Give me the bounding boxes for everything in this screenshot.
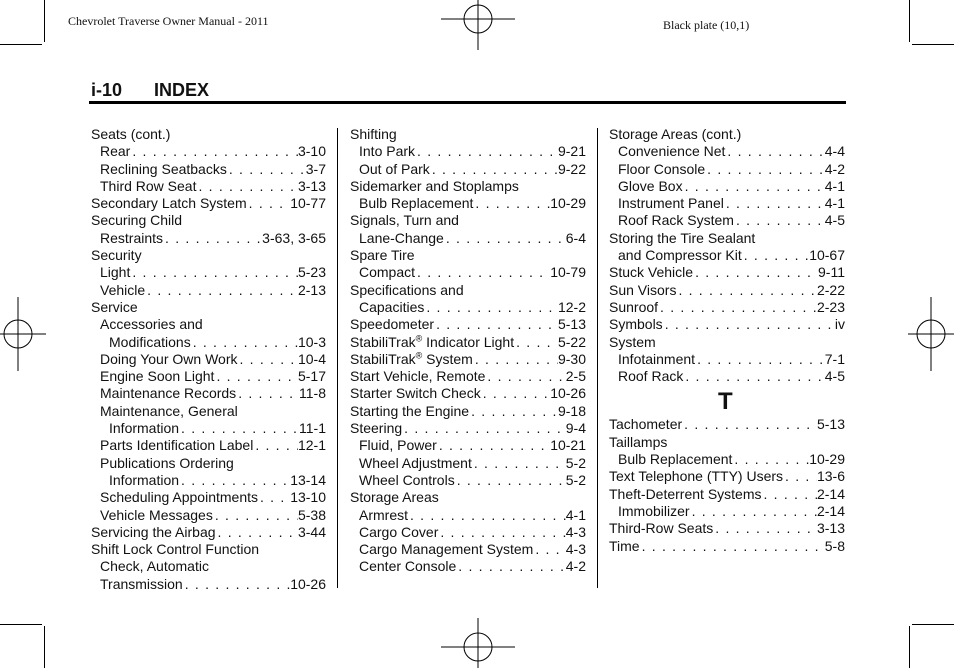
index-column-2 [350,126,586,576]
index-entry [609,316,845,333]
index-entry-text: Check, Automatic [100,558,209,575]
page-reference: 11-8 [299,385,326,402]
index-entry-text: Compact [359,264,416,281]
page-reference: 13-6 [816,468,845,485]
index-entry-text: Securing Child [91,212,183,229]
index-entry-text: Modifications [109,333,191,350]
page-reference: 10-79 [550,264,586,281]
dot-leader [130,143,298,160]
dot-leader [444,230,566,247]
dot-leader [472,455,566,472]
index-entry [609,195,845,212]
index-entry-text: Parts Identification Label [100,437,254,454]
page-reference: 10-29 [550,195,586,212]
index-entry-text: Spare Tire [350,247,415,264]
index-entry-text: Storage Areas (cont.) [609,126,742,142]
index-entry [609,503,845,520]
index-entry [91,143,326,160]
index-entry [609,178,845,195]
dot-leader [695,351,825,368]
running-header: Chevrolet Traverse Owner Manual - 2011 [68,14,269,28]
page-reference: 2-13 [297,281,326,298]
dot-leader [455,472,566,489]
index-entry [350,472,586,489]
index-entry [609,264,845,281]
index-entry [91,334,326,351]
dot-leader [724,195,825,212]
page-reference: 2-5 [565,368,586,385]
index-entry [91,576,326,593]
dot-leader [145,282,298,299]
index-entry [91,282,326,299]
page-reference: 9-30 [557,350,586,367]
column-divider [597,128,598,588]
page-reference: 4-5 [824,368,845,385]
crop-mark [909,626,910,668]
page-reference: 10-67 [809,247,845,264]
index-entry-text: Light [100,264,131,281]
dot-leader [214,368,298,385]
index-entry [350,403,586,420]
index-entry-text: Third Row Seat [100,177,197,194]
index-entry [91,524,326,541]
index-entry-text: Specifications and [350,281,464,298]
page-reference: 3-13 [297,177,326,194]
dot-leader [762,486,817,503]
index-entry-text: Shift Lock Control Function [91,541,260,558]
page-reference: 6-4 [565,229,586,246]
page-reference: 4-3 [565,523,586,540]
index-entry [609,520,845,537]
page-reference: 4-3 [565,541,586,558]
index-entry [350,161,586,178]
index-entry [91,299,326,316]
index-entry-text: Out of Park [359,160,430,177]
index-entry [91,403,326,420]
index-entry-text: Starting the Engine [350,402,470,419]
index-entry-text: Sidemarker and Stoplamps [350,177,519,194]
plate-label: Black plate (10,1) [663,18,750,32]
page-reference: iv [834,316,845,333]
index-entry [91,178,326,195]
dot-leader [783,468,817,485]
page-reference: 10-26 [290,575,326,592]
index-entry-text: Maintenance, General [100,402,238,419]
index-entry [609,143,845,160]
index-entry [91,264,326,281]
index-entry [350,351,586,368]
dot-leader [163,230,262,247]
index-entry-text: Start Vehicle, Remote [350,368,486,385]
page-reference: 5-23 [297,264,326,281]
page-reference: 3-7 [305,160,326,177]
index-entry-text: Engine Soon Light [100,368,215,385]
index-entry-text: Vehicle [100,281,146,298]
index-entry [350,541,586,558]
page-reference: 10-29 [809,451,845,468]
index-entry-text: Armrest [359,506,408,523]
index-entry-text: Seats (cont.) [91,126,171,142]
index-column-3 [609,126,845,555]
index-entry-text: Vehicle Messages [100,506,213,523]
index-letter-heading: T [718,388,733,416]
index-entry [91,558,326,575]
dot-leader [658,299,817,316]
index-entry-text: Wheel Adjustment [359,454,472,471]
dot-leader [227,161,306,178]
index-entry [350,143,586,160]
index-entry [609,247,845,264]
dot-leader [253,437,298,454]
index-entry [350,212,586,229]
index-entry-text: Publications Ordering [100,454,234,471]
dot-leader [473,195,550,212]
index-entry [609,368,845,385]
page-reference: 10-26 [550,385,586,402]
index-entry-text: Storage Areas [350,489,439,506]
crop-mark [44,0,45,42]
index-entry-text: Reclining Seatbacks [100,160,227,177]
page-reference: 5-38 [297,506,326,523]
index-entry [350,385,586,402]
dot-leader [640,538,825,555]
index-entry [350,230,586,247]
page-reference: 9-4 [565,420,586,437]
index-entry-text: Glove Box [618,177,683,194]
crop-mark [44,626,45,668]
index-entry-text: Speedometer [350,316,435,333]
page-reference: 9-22 [557,160,586,177]
registration-mark-bottom [441,618,515,668]
index-entry-text: Roof Rack System [618,212,734,229]
dot-leader [725,143,824,160]
index-entry-text: Accessories and [100,316,203,333]
dot-leader [438,524,565,541]
index-entry [91,541,326,558]
index-entry [609,451,845,468]
index-entry [91,385,326,402]
column-divider [337,128,338,588]
dot-leader [683,178,825,195]
index-entry [350,334,586,351]
page-reference: 2-14 [816,485,845,502]
index-entry-text: Bulb Replacement [359,195,474,212]
dot-leader [247,195,291,212]
index-entry-text: Fluid, Power [359,437,437,454]
dot-leader [415,264,550,281]
dot-leader [473,351,558,368]
dot-leader [213,507,298,524]
index-entry [350,282,586,299]
index-entry [91,507,326,524]
index-entry [350,195,586,212]
index-entry-text: Bulb Replacement [618,451,733,468]
index-entry [350,437,586,454]
dot-leader [732,451,809,468]
index-entry [350,316,586,333]
index-entry-text: Capacities [359,298,425,315]
registered-mark: ® [415,350,423,361]
index-entry-text: Signals, Turn and [350,212,459,229]
page-reference: 4-5 [824,212,845,229]
page-reference: 2-14 [816,502,845,519]
index-entry [609,230,845,247]
index-entry [91,455,326,472]
index-entry-text: Third-Row Seats [609,520,714,537]
index-entry [609,299,845,316]
index-entry [609,468,845,485]
dot-leader [683,368,824,385]
page-reference: 3-44 [297,523,326,540]
page-reference: 12-1 [297,437,326,454]
dot-leader [424,299,558,316]
index-entry [609,282,845,299]
registration-mark-right [908,297,954,371]
dot-leader [216,524,298,541]
dot-leader [179,420,299,437]
index-entry [350,558,586,575]
dot-leader [402,420,566,437]
page-reference: 10-4 [297,350,326,367]
dot-leader [734,212,825,229]
page-reference: 9-18 [557,402,586,419]
index-entry-text: StabiliTrak® Indicator Light [350,333,515,350]
index-entry [609,351,845,368]
index-entry [91,247,326,264]
index-entry [91,472,326,489]
dot-leader [183,576,290,593]
index-entry [91,368,326,385]
page-title: INDEX [154,80,210,100]
index-entry [91,489,326,506]
index-entry-text: Security [91,247,142,264]
index-entry-text: Instrument Panel [618,195,724,212]
index-entry [350,489,586,506]
dot-leader [469,403,558,420]
dot-leader [196,178,297,195]
crop-mark [909,0,910,42]
index-entry-text: StabiliTrak® System [350,350,473,367]
index-entry-text: Information [109,471,180,488]
page-reference: 4-4 [824,143,845,160]
dot-leader [693,264,818,281]
dot-leader [663,316,835,333]
index-entry-text: Time [609,537,640,554]
dot-leader [408,507,566,524]
dot-leader [682,416,817,433]
dot-leader [430,161,558,178]
index-entry [609,334,845,351]
page-reference: 7-1 [824,350,845,367]
index-entry-text: Shifting [350,126,397,142]
index-entry-text: Stuck Vehicle [609,264,694,281]
index-entry [91,195,326,212]
page-reference: 11-1 [299,420,326,437]
index-entry [91,351,326,368]
index-entry [350,247,586,264]
dot-leader [456,558,565,575]
index-entry [91,212,326,229]
registration-mark-left [0,297,46,371]
index-entry [609,161,845,178]
index-entry-text: Lane-Change [359,229,444,246]
index-entry [350,507,586,524]
registration-mark-top [441,0,515,50]
page-reference: 13-14 [290,471,326,488]
index-entry-text: Storing the Tire Sealant [609,229,756,246]
index-entry [350,455,586,472]
dot-leader [713,520,817,537]
index-entry [350,299,586,316]
index-entry-text: Maintenance Records [100,385,237,402]
page-reference: 4-2 [824,160,845,177]
index-entry [91,420,326,437]
dot-leader [437,437,550,454]
index-entry-text: Servicing the Airbag [91,523,216,540]
dot-leader [179,472,290,489]
index-entry [350,264,586,281]
page-reference: 3-63, 3-65 [262,229,326,246]
index-entry [609,126,845,143]
page-reference: 3-10 [297,143,326,160]
index-column-1 [91,126,326,593]
index-entry-text: Text Telephone (TTY) Users [609,468,784,485]
index-entry-text: Tachometer [609,416,683,433]
dot-leader [676,282,817,299]
index-entry-text: System [609,333,656,350]
index-entry-text: Scheduling Appointments [100,489,258,506]
page-reference: 10-3 [297,333,326,350]
page-reference: 4-1 [824,195,845,212]
page-reference: 9-21 [557,143,586,160]
index-entry [350,368,586,385]
page-reference: 5-17 [297,368,326,385]
page-reference: 5-2 [565,454,586,471]
dot-leader [191,334,298,351]
index-entry [350,126,586,143]
index-entry-text: Cargo Cover [359,523,439,540]
index-entry-text: Secondary Latch System [91,195,247,212]
index-entry-text: Sunroof [609,298,659,315]
index-entry-text: Rear [100,143,131,160]
index-entry-text: Taillamps [609,433,668,450]
dot-leader [705,161,825,178]
page-reference: 4-1 [824,177,845,194]
index-entry-text: and Compressor Kit [618,247,742,264]
index-entry [609,434,845,451]
page-reference: 12-2 [557,298,586,315]
index-entry [350,420,586,437]
index-entry-text: Transmission [100,575,183,592]
dot-leader [690,503,817,520]
dot-leader [258,489,290,506]
crop-mark [912,44,954,45]
dot-leader [237,351,297,368]
index-entry-text: Roof Rack [618,368,684,385]
index-entry-text: Center Console [359,558,457,575]
dot-leader [434,316,558,333]
page-reference: 13-10 [290,489,326,506]
index-entry-text: Wheel Controls [359,471,455,488]
page-reference: 5-22 [557,333,586,350]
page-reference: 5-13 [816,416,845,433]
index-entry [609,486,845,503]
index-entry-text: Immobilizer [618,502,690,519]
dot-leader [130,264,298,281]
index-entry [350,178,586,195]
page-number: i-10 [91,80,123,100]
page-reference: 5-13 [557,316,586,333]
index-entry [91,161,326,178]
page-reference: 10-77 [290,195,326,212]
index-entry [91,230,326,247]
crop-mark [912,624,954,625]
index-entry-text: Floor Console [618,160,706,177]
page-reference: 10-21 [550,437,586,454]
dot-leader [415,143,558,160]
index-entry-text: Steering [350,420,403,437]
index-entry [609,538,845,555]
dot-leader [485,368,565,385]
index-entry-text: Theft-Deterrent Systems [609,485,762,502]
index-entry-text: Service [91,298,138,315]
index-entry-text: Information [109,420,180,437]
dot-leader [236,385,299,402]
index-entry-text: Into Park [359,143,416,160]
page-reference: 4-1 [565,506,586,523]
index-entry [350,524,586,541]
index-entry-text: Doing Your Own Work [100,350,238,367]
index-entry-text: Convenience Net [618,143,726,160]
header-rule [89,101,846,104]
index-entry-text: Restraints [100,229,164,246]
index-entry-text: Infotainment [618,350,696,367]
crop-mark [0,624,42,625]
index-entry [609,212,845,229]
index-entry [609,416,845,433]
dot-leader [533,541,565,558]
index-entry-text: Symbols [609,316,663,333]
index-entry-text: Starter Switch Check [350,385,481,402]
dot-leader [742,247,809,264]
dot-leader [481,385,550,402]
registered-mark: ® [415,333,423,343]
page-reference: 5-8 [824,537,845,554]
page-reference: 5-2 [565,471,586,488]
crop-mark [0,44,42,45]
index-entry [91,437,326,454]
dot-leader [514,334,558,351]
page-reference: 9-11 [818,264,845,281]
index-entry-text: Cargo Management System [359,541,534,558]
page-reference: 2-23 [816,298,845,315]
index-entry [91,126,326,143]
page-reference: 3-13 [816,520,845,537]
index-entry-text: Sun Visors [609,281,677,298]
index-entry [91,316,326,333]
page-reference: 2-22 [816,281,845,298]
page-reference: 4-2 [565,558,586,575]
